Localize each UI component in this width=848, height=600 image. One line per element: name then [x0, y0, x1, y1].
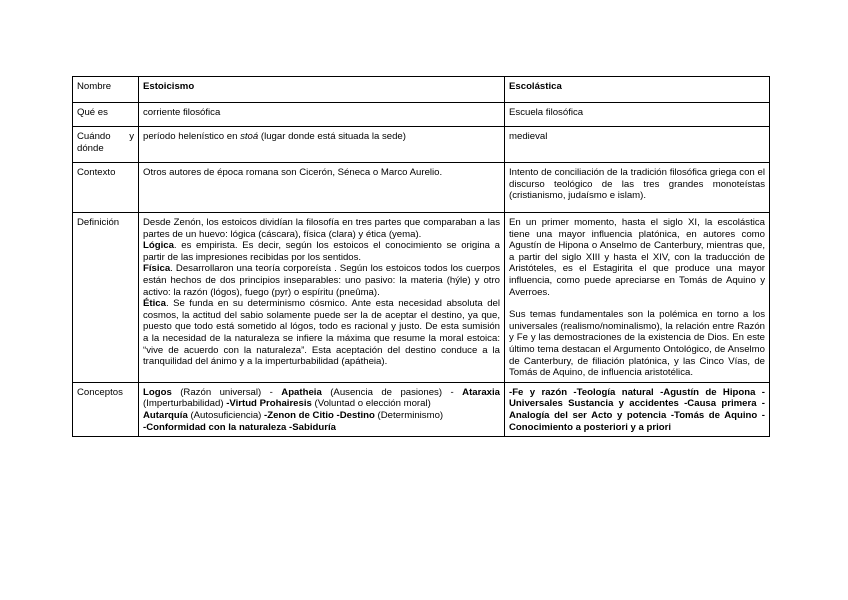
- paragraph: Desde Zenón, los estoicos dividían la filosofía en tres partes que comparaban a las partes de un huevo: lógica (cáscara), física (clara) y ética (yema).: [143, 217, 500, 240]
- section-title: Lógica: [143, 240, 174, 252]
- section-title: Física: [143, 263, 171, 275]
- paragraph: Física. Desarrollaron una teoría corporeísta . Según los estoicos todos los cuerpos están hechos de dos principios inseparables: uno pasivo: la materia (hýle) y otro activo: la razón (lógos), fuego (pyr) o espíritu (pneûma).: [143, 263, 500, 298]
- row-label: Definición: [73, 213, 139, 383]
- table-row-definicion: [73, 213, 770, 383]
- cell-estoicismo: Logos (Razón universal) - Apatheia (Ausencia de pasiones) - Ataraxia (Imperturbabilidad) -Virtud Prohairesis (Voluntad o elección moral) Autarquía (Autosuficiencia) -Zenon de Citio -Destino (Determinismo) -Conformidad con la naturaleza -Sabiduría: [139, 382, 505, 436]
- cell-estoicismo: corriente filosófica: [139, 103, 505, 127]
- row-label: Nombre: [73, 77, 139, 103]
- cell-escolastica: [505, 213, 770, 383]
- table-row-cuando: [73, 127, 770, 163]
- row-label: Conceptos: [73, 382, 139, 436]
- paragraph: Ética. Se funda en su determinismo cósmico. Ante esta necesidad absoluta del cosmos, la actitud del sabio solamente puede ser la de aceptar el destino, ya que, puesto que todo está sometido al lógos, todo es racional y justo. De esta sumisión a la necesidad de la naturaleza se infiere la máxima que resume la moral estoica: “vive de acuerdo con la naturaleza”. Esta aceptación del destino conduce a la tranquilidad del ánimo y a la imperturbabilidad (apátheia).: [143, 298, 500, 368]
- cell-escolastica: -Fe y razón -Teología natural -Agustín de Hipona -Universales Sustancia y accidentes -Causa primera -Analogía del ser Acto y potencia -Tomás de Aquino -Conocimiento a posteriori y a priori: [505, 382, 770, 436]
- paragraph: Lógica. es empirista. Es decir, según los estoicos el conocimiento se origina a partir de las impresiones recibidas por los sentidos.: [143, 240, 500, 263]
- table-row-que-es: [73, 103, 770, 127]
- row-label: Qué es: [73, 103, 139, 127]
- table-row-header: [73, 77, 770, 103]
- paragraph: Sus temas fundamentales son la polémica en torno a los universales (realismo/nominalismo), la relación entre Razón y Fe y las demostraciones de la existencia de Dios. En este último tema destacan el Argumento Ontológico, de Anselmo de Canterbury, de filiación platónica, y las Cinco Vías, de Tomás de Aquino, de influencia aristotélica.: [509, 309, 765, 379]
- row-label: Contexto: [73, 163, 139, 213]
- paragraph-gap: [509, 298, 765, 309]
- column-header-escolastica: Escolástica: [505, 77, 770, 103]
- table-row-contexto: [73, 163, 770, 213]
- cell-estoicismo: período helenístico en stoá (lugar donde está situada la sede): [139, 127, 505, 163]
- italic-term: stoá: [240, 131, 259, 142]
- table-row-conceptos: [73, 382, 770, 436]
- paragraph: En un primer momento, hasta el siglo XI, la escolástica tiene una mayor influencia platónica, en autores como Agustín de Hipona o Anselmo de Canterbury, mientras que, a partir del siglo XIII y hasta el XIV, con la traducción de Aristóteles, es el Estagirita el que produce una mayor influencia, como puede apreciarse en Tomás de Aquino y Averroes.: [509, 217, 765, 298]
- cell-escolastica: medieval: [505, 127, 770, 163]
- cell-estoicismo: Otros autores de época romana son Cicerón, Séneca o Marco Aurelio.: [139, 163, 505, 213]
- row-label: Cuándo y dónde: [73, 127, 139, 163]
- column-header-estoicismo: Estoicismo: [139, 77, 505, 103]
- cell-escolastica: Intento de conciliación de la tradición filosófica griega con el discurso teológico de las tres grandes monoteístas (cristianismo, judaísmo e islam).: [505, 163, 770, 213]
- section-title: Ética: [143, 298, 166, 310]
- cell-escolastica: Escuela filosófica: [505, 103, 770, 127]
- cell-estoicismo: [139, 213, 505, 383]
- comparison-table: [72, 76, 770, 437]
